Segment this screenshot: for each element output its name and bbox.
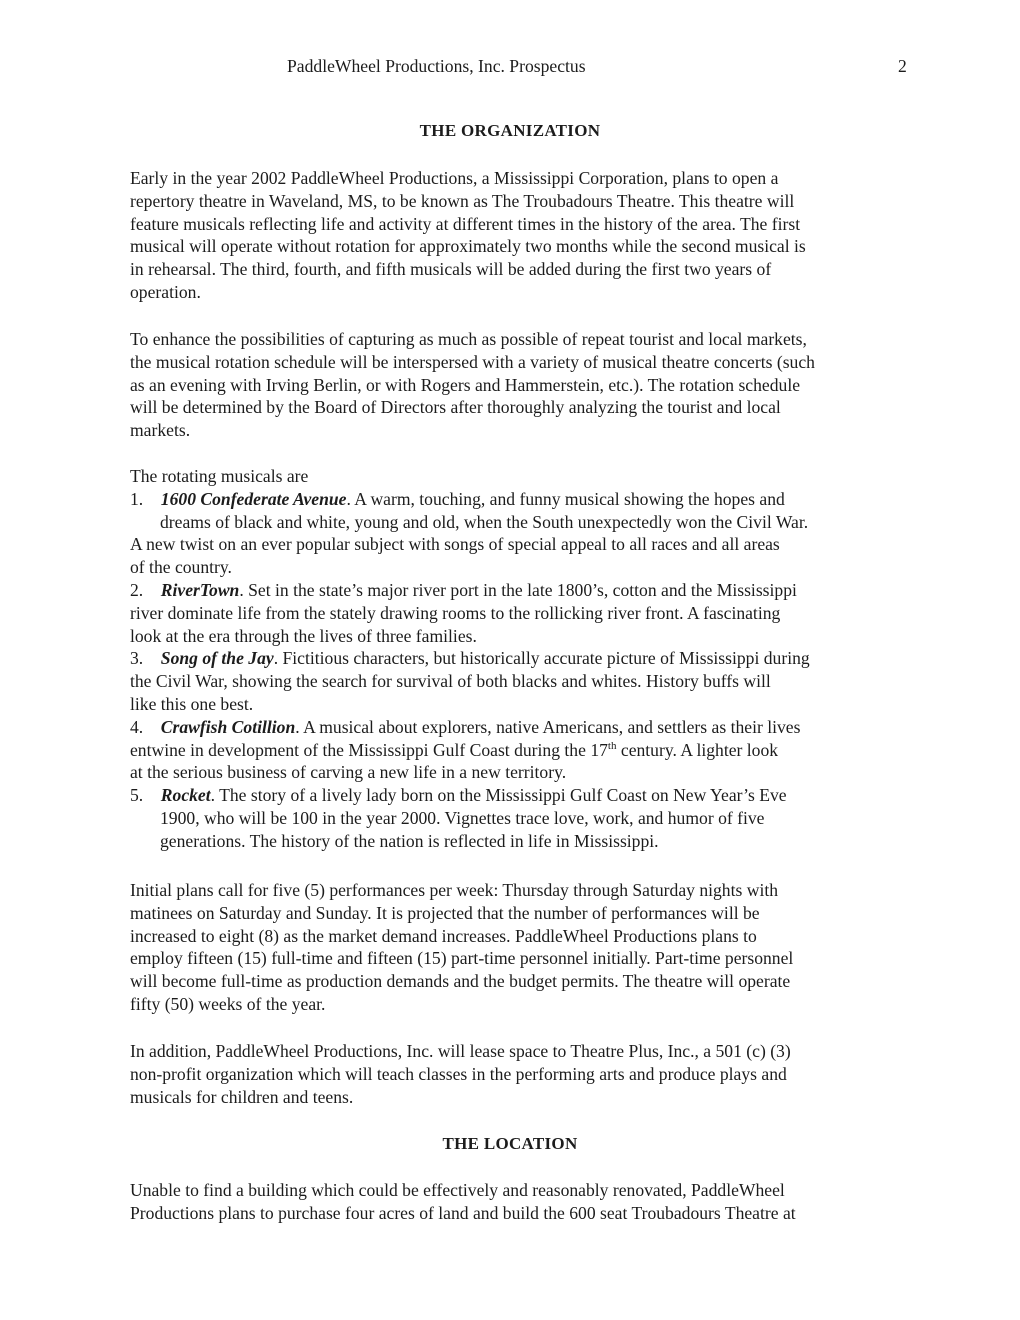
text-line: of the country. xyxy=(130,557,232,578)
text-line: generations. The history of the nation is reflected in life in Mississippi. xyxy=(160,830,659,851)
text-line: will become full-time as production demands and the budget permits. The theatre will operate xyxy=(130,971,791,992)
item-number: 5. xyxy=(130,785,144,806)
heading-location: THE LOCATION xyxy=(442,1134,578,1153)
text-line: musical will operate without rotation for approximately two months while the second musical is xyxy=(130,236,806,257)
list-item: 5. Rocket. The story of a lively lady born on the Mississippi Gulf Coast on New Year’s Eve xyxy=(130,785,787,806)
text-line: at the serious business of carving a new life in a new territory. xyxy=(130,762,567,783)
item-number: 1. xyxy=(130,488,144,509)
text-line: look at the era through the lives of three families. xyxy=(130,625,477,646)
list-item: 4. Crawfish Cotillion. A musical about explorers, native Americans, and settlers as their lives xyxy=(130,716,801,737)
musicals-intro: The rotating musicals are xyxy=(130,466,309,486)
text-line: dreams of black and white, young and old, when the South unexpectedly won the Civil War. xyxy=(160,511,809,532)
text-line: in rehearsal. The third, fourth, and fifth musicals will be added during the first two years of xyxy=(130,259,772,280)
musical-title: Rocket xyxy=(160,785,211,806)
ordinal-superscript: th xyxy=(607,739,617,752)
text-line: In addition, PaddleWheel Productions, Inc. will lease space to Theatre Plus, Inc., a 501 (c) (3) xyxy=(130,1041,791,1061)
text-line: To enhance the possibilities of capturing as much as possible of repeat tourist and local markets, xyxy=(130,329,807,349)
text-line: operation. xyxy=(130,281,201,302)
text-line: Early in the year 2002 PaddleWheel Productions, a Mississippi Corporation, plans to open a xyxy=(130,168,779,188)
musicals-list xyxy=(130,465,900,853)
item-number: 2. xyxy=(130,579,144,600)
organization-paragraph-3 xyxy=(130,879,900,1016)
text-line: increased to eight (8) as the market demand increases. PaddleWheel Productions plans to xyxy=(130,925,757,946)
document-title: PaddleWheel Productions, Inc. Prospectus xyxy=(287,56,586,76)
text-line: matinees on Saturday and Sunday. It is projected that the number of performances will be xyxy=(130,902,760,923)
heading-organization: THE ORGANIZATION xyxy=(419,121,601,140)
musical-title: Song of the Jay xyxy=(160,648,274,669)
page-header xyxy=(0,55,1020,79)
text-line: Initial plans call for five (5) performances per week: Thursday through Saturday nights with xyxy=(130,880,779,900)
text-line: will be determined by the Board of Directors after thoroughly analyzing the tourist and local xyxy=(130,397,781,418)
location-paragraph-1 xyxy=(130,1179,900,1225)
text-line: musicals for children and teens. xyxy=(130,1086,354,1107)
text-line: fifty (50) weeks of the year. xyxy=(130,993,326,1014)
item-number: 4. xyxy=(130,716,144,737)
text-line: Productions plans to purchase four acres of land and build the 600 seat Troubadours Theatre at xyxy=(130,1202,796,1223)
text-line: 1900, who will be 100 in the year 2000. Vignettes trace love, work, and humor of five xyxy=(160,807,765,828)
list-item: 2. RiverTown. Set in the state’s major river port in the late 1800’s, cotton and the Mississippi xyxy=(130,579,797,600)
page-number: 2 xyxy=(898,56,907,76)
musical-title: RiverTown xyxy=(160,579,240,600)
text-line: markets. xyxy=(130,420,191,441)
musical-title: Crawfish Cotillion xyxy=(160,716,296,737)
text-line: repertory theatre in Waveland, MS, to be known as The Troubadours Theatre. This theatre will xyxy=(130,190,795,211)
text-line: the musical rotation schedule will be interspersed with a variety of musical theatre concerts (such xyxy=(130,351,815,372)
text-line: employ fifteen (15) full-time and fifteen (15) part-time personnel initially. Part-time personnel xyxy=(130,948,794,969)
text-line: river dominate life from the stately drawing rooms to the rollicking river front. A fascinating xyxy=(130,602,781,623)
organization-paragraph-1 xyxy=(130,167,900,304)
musical-title: 1600 Confederate Avenue xyxy=(160,488,347,509)
text-line: A new twist on an ever popular subject with songs of special appeal to all races and all areas xyxy=(130,534,780,555)
text-line: as an evening with Irving Berlin, or with Rogers and Hammerstein, etc.). The rotation schedule xyxy=(130,374,801,395)
text-line: Unable to find a building which could be effectively and reasonably renovated, PaddleWheel xyxy=(130,1180,785,1200)
organization-paragraph-4 xyxy=(130,1040,900,1108)
text-line: like this one best. xyxy=(130,693,254,714)
item-number: 3. xyxy=(130,648,144,669)
organization-paragraph-2 xyxy=(130,328,900,442)
text-line: the Civil War, showing the search for survival of both blacks and whites. History buffs will xyxy=(130,671,771,692)
text-line: feature musicals reflecting life and activity at different times in the history of the area. The first xyxy=(130,213,801,234)
text-line: non-profit organization which will teach classes in the performing arts and produce plays and xyxy=(130,1063,787,1084)
text-line: entwine in development of the Mississippi Gulf Coast during the 17th century. A lighter look xyxy=(130,739,779,760)
list-item: 1. 1600 Confederate Avenue. A warm, touching, and funny musical showing the hopes and xyxy=(130,488,785,509)
list-item: 3. Song of the Jay. Fictitious characters, but historically accurate picture of Mississippi during xyxy=(130,648,810,669)
